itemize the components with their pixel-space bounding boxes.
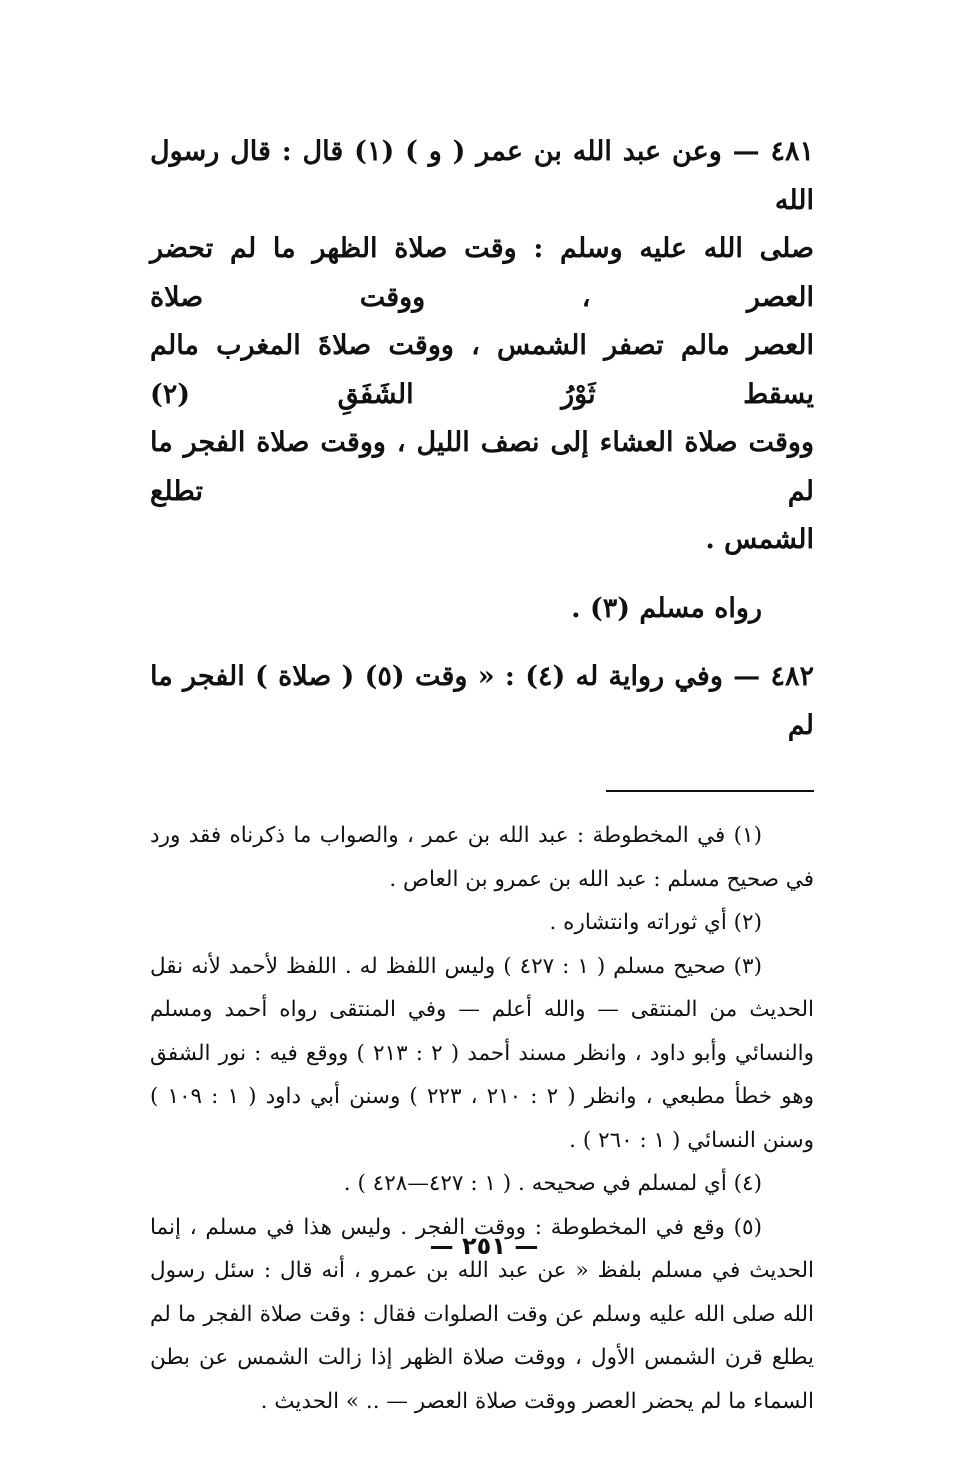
hadith-481-line-3: العصر مالم تصفر الشمس ، ووقت صلاةَ المغرب مالم يسقط ثَوْرُ الشَفَقِ (٢) xyxy=(150,330,814,410)
hadith-481-line-1: ٤٨١ — وعن عبد الله بن عمر ( و ) (١) قال : قال رسول الله xyxy=(150,136,814,216)
footnote-1: (١) في المخطوطة : عبد الله بن عمر ، والصواب ما ذكرناه فقد ورد في صحيح مسلم : عبد الله بن عمرو بن العاص . xyxy=(150,823,814,892)
hadith-481-line-2: صلى الله عليه وسلم : وقت صلاة الظهر ما لم تحضر العصر ، ووقت صلاة xyxy=(150,233,814,313)
footnotes xyxy=(150,814,814,1423)
footnote-5: (٥) وقع في المخطوطة : ووقت الفجر . وليس هذا في مسلم ، إنما الحديث في مسلم بلفظ « عن عبد الله بن عمرو ، أنه قال : سئل رسول الله صلى الله عليه وسلم عن وقت الصلوات فقال : وقت صلاة الفجر ما لم يطلع قرن الشمس الأول ، ووقت صلاة الظهر إذا زالت الشمس عن بطن السماء ما لم يحضر العصر ووقت صلاة العصر — .. » الحديث . xyxy=(150,1214,814,1414)
hadith-482-line: ٤٨٢ — وفي رواية له (٤) : « وقت (٥) ( صلاة ) الفجر ما لم xyxy=(150,661,814,741)
main-text xyxy=(150,128,814,750)
narration-line: رواه مسلم (٣) . xyxy=(571,592,762,624)
hadith-481-line-4: ووقت صلاة العشاء إلى نصف الليل ، ووقت صلاة الفجر ما لم تطلع xyxy=(150,427,814,507)
page-body xyxy=(150,128,814,1423)
page-number: — ٢٥١ — xyxy=(429,1232,539,1260)
footnote-separator xyxy=(606,790,814,792)
footnote-2: (٢) أي ثوراته وانتشاره . xyxy=(549,910,762,935)
footnote-3: (٣) صحيح مسلم ( ١ : ٤٢٧ ) وليس اللفظ له . اللفظ لأحمد لأنه نقل الحديث من المنتقى — والله أعلم — وفي المنتقى رواه أحمد ومسلم والنسائي وأبو داود ، وانظر مسند أحمد ( ٢ : ٢١٣ ) ووقع فيه : نور الشفق وهو خطأ مطبعي ، وانظر ( ٢ : ٢١٠ ، ٢٢٣ ) وسنن أبي داود ( ١ : ١٠٩ ) وسنن النسائي ( ١ : ٢٦٠ ) . xyxy=(150,953,814,1153)
footnote-4: (٤) أي لمسلم في صحيحه . ( ١ : ٤٢٧—٤٢٨ ) . xyxy=(343,1171,762,1196)
hadith-481-line-5: الشمس . xyxy=(705,524,814,555)
